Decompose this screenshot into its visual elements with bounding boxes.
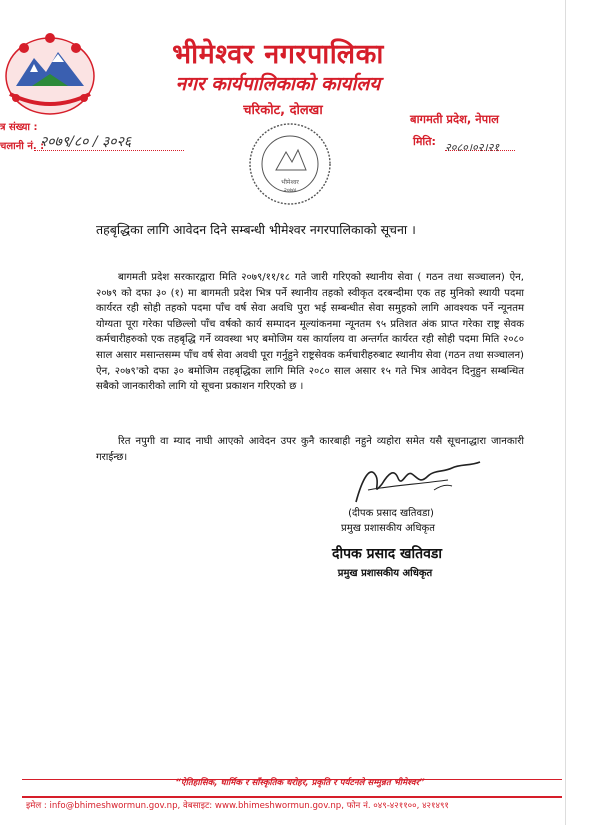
ref-number-label: त्र संख्या : <box>0 122 38 133</box>
office-location: चरिकोट, दोलखा <box>243 103 323 118</box>
notice-paragraph-2: रित नपुगी वा म्याद नाघी आएको आवेदन उपर कुनै कारबाही नहुने व्यहोरा समेत यसै सूचनाद्धारा जानकारी गराईन्छ। <box>96 436 524 463</box>
nepal-emblem-icon <box>2 28 98 118</box>
handwritten-date: २०८०।०२।२१ <box>445 141 500 154</box>
dispatch-number-label: चलानी नं. : <box>0 141 45 152</box>
handwritten-signature <box>348 450 488 512</box>
province-label: बागमती प्रदेश, नेपाल <box>410 112 499 126</box>
signatory-title-typed: प्रमुख प्रशासकीय अधिकृत <box>341 523 435 534</box>
notice-subject: तहबृद्धिका लागि आवेदन दिने सम्बन्धी भीमेश्वर नगरपालिकाको सूचना । <box>96 222 416 237</box>
org-name: भीमेश्वर नगरपालिका <box>172 39 384 70</box>
scan-edge <box>565 0 566 825</box>
svg-text:२०७४: २०७४ <box>283 187 297 194</box>
footer-divider-bottom <box>22 796 562 798</box>
footer-tagline: “ऐतिहासिक, धार्मिक र साँस्कृतिक धरोहर, प्रकृति र पर्यटनले सम्मुन्नत भीमेश्वर” <box>175 778 425 788</box>
footer-contact: इमेल : info@bhimeshwormun.gov.np, वेबसाइट: www.bhimeshwormun.gov.np, फोन नं. ०४९-४२११००, ४२१४९१ <box>26 801 449 811</box>
signatory-title-stamp: प्रमुख प्रशासकीय अधिकृत <box>337 568 433 579</box>
date-label: मिति: <box>413 135 436 148</box>
svg-text:भीमेश्वर: भीमेश्वर <box>281 179 299 186</box>
handwritten-ref-number: २०७९/८० / ३०२६ <box>40 134 132 150</box>
office-name: नगर कार्यपालिकाको कार्यालय <box>175 73 381 95</box>
office-seal-stamp <box>246 120 334 208</box>
notice-paragraph-1: बागमती प्रदेश सरकारद्वारा मिति २०७९/११/१८ गते जारी गरिएको स्थानीय सेवा ( गठन तथा सञ्चालन) ऐन, २०७९ को दफा ३० (१) मा बागमती प्रदेश भित्र पर्ने स्थानीय तहको स्वीकृत दरबन्दीमा एक तह मुनिको स्थायी पदमा कार्यरत रही सोही तहको पदमा पाँच वर्ष सेवा अवधि पुरा भई सम्बन्धीत सेवा समुहको लागि आवश्यक पर्ने न्यूनतम योग्यता पूरा गरेका पछिल्लो पाँच वर्षको कार्य सम्पादन मूल्यांकनमा न्यूनतम ९५ प्रतिशत अंक प्राप्त गरेका राष्ट्र सेवक कर्मचारीहरुको एक तहबृद्धि गर्ने व्यवस्था भए बमोजिम यस कार्यालय वा अन्तर्गत कार्यरत रही सोही पदमा मिति २०८० साल असार मसान्तसम्म पाँच वर्ष सेवा अवधी पूरा गर्नुहुने राष्ट्रसेवक कर्मचारीहरुबाट स्थानीय सेवा (गठन तथा सञ्चालन) ऐन, २०७९'को दफा ३० बमोजिम तहबृद्धिका लागि मिति २०८० साल असार १५ गते भित्र आवेदन दिनुहुन सम्बन्धित सबैको जानकारीको लागि यो सूचना प्रकाशन गरिएको छ । <box>96 272 524 393</box>
signatory-name-typed: (दीपक प्रसाद खतिवडा) <box>348 508 434 519</box>
signatory-name-stamp: दीपक प्रसाद खतिवडा <box>332 546 442 562</box>
